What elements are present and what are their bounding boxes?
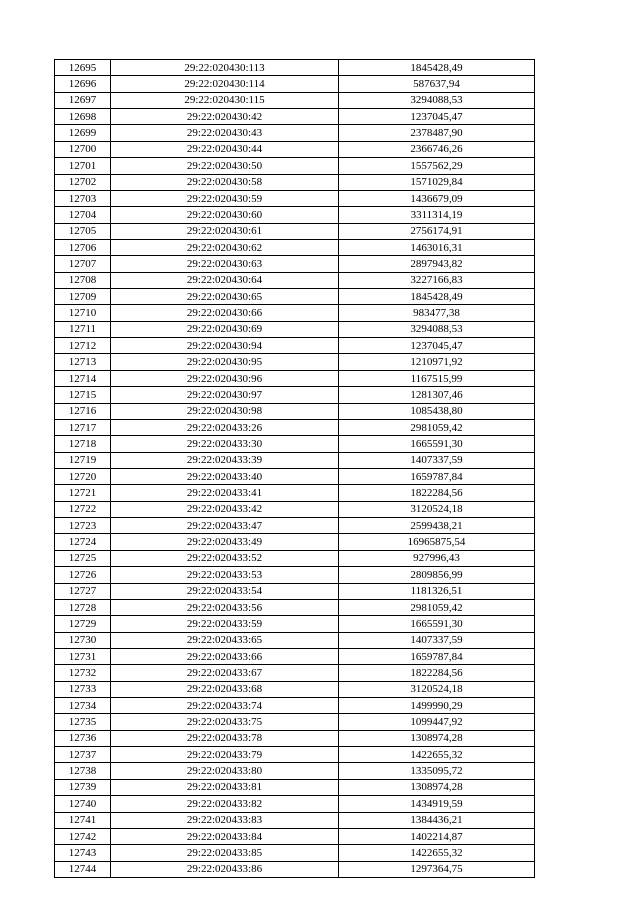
cadastral-value-cell: 1571029,84 (339, 174, 535, 190)
row-number-cell: 12717 (55, 419, 111, 435)
cadastral-number-cell: 29:22:020433:78 (111, 730, 339, 746)
row-number-cell: 12704 (55, 207, 111, 223)
cadastral-number-cell: 29:22:020430:43 (111, 125, 339, 141)
cadastral-value-cell: 1167515,99 (339, 370, 535, 386)
cadastral-number-cell: 29:22:020430:59 (111, 190, 339, 206)
table-row (55, 60, 535, 76)
table-row (55, 714, 535, 730)
row-number-cell: 12731 (55, 648, 111, 664)
row-number-cell: 12709 (55, 289, 111, 305)
row-number-cell: 12735 (55, 714, 111, 730)
row-number-cell: 12701 (55, 158, 111, 174)
row-number-cell: 12739 (55, 779, 111, 795)
cadastral-value-cell: 1659787,84 (339, 648, 535, 664)
row-number-cell: 12721 (55, 485, 111, 501)
cadastral-number-cell: 29:22:020433:85 (111, 845, 339, 861)
cadastral-value-cell: 927996,43 (339, 550, 535, 566)
cadastral-number-cell: 29:22:020430:66 (111, 305, 339, 321)
row-number-cell: 12705 (55, 223, 111, 239)
table-row (55, 468, 535, 484)
row-number-cell: 12706 (55, 239, 111, 255)
cadastral-number-cell: 29:22:020430:44 (111, 141, 339, 157)
cadastral-number-cell: 29:22:020433:68 (111, 681, 339, 697)
table-row (55, 501, 535, 517)
cadastral-value-cell: 1297364,75 (339, 861, 535, 877)
cadastral-number-cell: 29:22:020433:39 (111, 452, 339, 468)
cadastral-value-cell: 1085438,80 (339, 403, 535, 419)
table-row (55, 158, 535, 174)
table-row (55, 223, 535, 239)
table-row (55, 403, 535, 419)
cadastral-number-cell: 29:22:020433:59 (111, 616, 339, 632)
table-body (55, 60, 535, 878)
row-number-cell: 12700 (55, 141, 111, 157)
cadastral-value-cell: 3120524,18 (339, 501, 535, 517)
cadastral-number-cell: 29:22:020433:81 (111, 779, 339, 795)
table-row (55, 583, 535, 599)
cadastral-number-cell: 29:22:020430:61 (111, 223, 339, 239)
cadastral-number-cell: 29:22:020430:65 (111, 289, 339, 305)
cadastral-value-cell: 1557562,29 (339, 158, 535, 174)
cadastral-number-cell: 29:22:020433:82 (111, 796, 339, 812)
cadastral-value-cell: 1665591,30 (339, 616, 535, 632)
cadastral-value-cell: 1335095,72 (339, 763, 535, 779)
row-number-cell: 12738 (55, 763, 111, 779)
cadastral-value-cell: 16965875,54 (339, 534, 535, 550)
cadastral-number-cell: 29:22:020433:86 (111, 861, 339, 877)
cadastral-number-cell: 29:22:020433:75 (111, 714, 339, 730)
table-row (55, 321, 535, 337)
table-row (55, 534, 535, 550)
cadastral-number-cell: 29:22:020430:113 (111, 60, 339, 76)
table-row (55, 518, 535, 534)
table-row (55, 452, 535, 468)
cadastral-number-cell: 29:22:020433:26 (111, 419, 339, 435)
cadastral-number-cell: 29:22:020430:95 (111, 354, 339, 370)
table-row (55, 779, 535, 795)
cadastral-number-cell: 29:22:020430:58 (111, 174, 339, 190)
cadastral-value-cell: 1845428,49 (339, 60, 535, 76)
table-row (55, 338, 535, 354)
cadastral-value-cell: 1422655,32 (339, 747, 535, 763)
cadastral-number-cell: 29:22:020433:66 (111, 648, 339, 664)
row-number-cell: 12703 (55, 190, 111, 206)
cadastral-value-cell: 1402214,87 (339, 828, 535, 844)
table-row (55, 207, 535, 223)
row-number-cell: 12707 (55, 256, 111, 272)
table-row (55, 354, 535, 370)
cadastral-number-cell: 29:22:020433:41 (111, 485, 339, 501)
row-number-cell: 12743 (55, 845, 111, 861)
cadastral-value-cell: 3294088,53 (339, 321, 535, 337)
cadastral-number-cell: 29:22:020433:40 (111, 468, 339, 484)
cadastral-value-cell: 1659787,84 (339, 468, 535, 484)
cadastral-number-cell: 29:22:020433:67 (111, 665, 339, 681)
table-row (55, 109, 535, 125)
row-number-cell: 12737 (55, 747, 111, 763)
table-row (55, 616, 535, 632)
cadastral-number-cell: 29:22:020433:74 (111, 698, 339, 714)
table-row (55, 485, 535, 501)
row-number-cell: 12718 (55, 436, 111, 452)
cadastral-value-cell: 1822284,56 (339, 485, 535, 501)
cadastral-value-cell: 2366746,26 (339, 141, 535, 157)
cadastral-value-cell: 983477,38 (339, 305, 535, 321)
row-number-cell: 12744 (55, 861, 111, 877)
cadastral-number-cell: 29:22:020430:98 (111, 403, 339, 419)
cadastral-number-cell: 29:22:020430:60 (111, 207, 339, 223)
cadastral-value-cell: 1845428,49 (339, 289, 535, 305)
cadastral-number-cell: 29:22:020433:54 (111, 583, 339, 599)
table-row (55, 698, 535, 714)
cadastral-value-cell: 2599438,21 (339, 518, 535, 534)
cadastral-number-cell: 29:22:020433:42 (111, 501, 339, 517)
table-row (55, 648, 535, 664)
cadastral-value-cell: 2809856,99 (339, 567, 535, 583)
cadastral-number-cell: 29:22:020430:115 (111, 92, 339, 108)
cadastral-value-cell: 2897943,82 (339, 256, 535, 272)
table-row (55, 125, 535, 141)
table-row (55, 419, 535, 435)
row-number-cell: 12714 (55, 370, 111, 386)
table-row (55, 845, 535, 861)
row-number-cell: 12695 (55, 60, 111, 76)
cadastral-value-cell: 2981059,42 (339, 419, 535, 435)
cadastral-value-cell: 1499990,29 (339, 698, 535, 714)
table-row (55, 665, 535, 681)
table-row (55, 256, 535, 272)
row-number-cell: 12715 (55, 387, 111, 403)
cadastral-value-table (54, 59, 535, 878)
cadastral-number-cell: 29:22:020433:52 (111, 550, 339, 566)
cadastral-value-cell: 1237045,47 (339, 109, 535, 125)
table-row (55, 174, 535, 190)
table-row (55, 272, 535, 288)
cadastral-value-cell: 1281307,46 (339, 387, 535, 403)
cadastral-number-cell: 29:22:020430:42 (111, 109, 339, 125)
cadastral-number-cell: 29:22:020430:63 (111, 256, 339, 272)
cadastral-number-cell: 29:22:020433:79 (111, 747, 339, 763)
cadastral-value-cell: 1237045,47 (339, 338, 535, 354)
table-row (55, 370, 535, 386)
cadastral-number-cell: 29:22:020430:97 (111, 387, 339, 403)
cadastral-number-cell: 29:22:020433:53 (111, 567, 339, 583)
row-number-cell: 12726 (55, 567, 111, 583)
table-row (55, 436, 535, 452)
cadastral-value-cell: 1181326,51 (339, 583, 535, 599)
row-number-cell: 12741 (55, 812, 111, 828)
row-number-cell: 12722 (55, 501, 111, 517)
cadastral-number-cell: 29:22:020433:65 (111, 632, 339, 648)
cadastral-value-cell: 3311314,19 (339, 207, 535, 223)
cadastral-value-cell: 1822284,56 (339, 665, 535, 681)
cadastral-value-cell: 1210971,92 (339, 354, 535, 370)
cadastral-value-cell: 1308974,28 (339, 779, 535, 795)
table-row (55, 289, 535, 305)
row-number-cell: 12732 (55, 665, 111, 681)
row-number-cell: 12710 (55, 305, 111, 321)
table-row (55, 76, 535, 92)
table-row (55, 632, 535, 648)
cadastral-value-cell: 1407337,59 (339, 632, 535, 648)
cadastral-value-cell: 1665591,30 (339, 436, 535, 452)
cadastral-value-cell: 587637,94 (339, 76, 535, 92)
cadastral-number-cell: 29:22:020430:62 (111, 239, 339, 255)
cadastral-value-cell: 1384436,21 (339, 812, 535, 828)
table-row (55, 567, 535, 583)
cadastral-value-cell: 3120524,18 (339, 681, 535, 697)
table-row (55, 861, 535, 877)
cadastral-value-cell: 2378487,90 (339, 125, 535, 141)
row-number-cell: 12711 (55, 321, 111, 337)
cadastral-number-cell: 29:22:020430:50 (111, 158, 339, 174)
table-row (55, 141, 535, 157)
row-number-cell: 12698 (55, 109, 111, 125)
row-number-cell: 12699 (55, 125, 111, 141)
row-number-cell: 12712 (55, 338, 111, 354)
table-row (55, 550, 535, 566)
cadastral-value-cell: 3227166,83 (339, 272, 535, 288)
table-row (55, 681, 535, 697)
cadastral-value-cell: 2981059,42 (339, 599, 535, 615)
table-row (55, 190, 535, 206)
row-number-cell: 12696 (55, 76, 111, 92)
cadastral-value-cell: 2756174,91 (339, 223, 535, 239)
table-row (55, 239, 535, 255)
cadastral-value-cell: 1463016,31 (339, 239, 535, 255)
row-number-cell: 12708 (55, 272, 111, 288)
table-row (55, 599, 535, 615)
cadastral-value-cell: 1422655,32 (339, 845, 535, 861)
row-number-cell: 12716 (55, 403, 111, 419)
row-number-cell: 12724 (55, 534, 111, 550)
row-number-cell: 12723 (55, 518, 111, 534)
cadastral-value-cell: 1434919,59 (339, 796, 535, 812)
cadastral-number-cell: 29:22:020433:83 (111, 812, 339, 828)
row-number-cell: 12719 (55, 452, 111, 468)
table-row (55, 92, 535, 108)
row-number-cell: 12728 (55, 599, 111, 615)
row-number-cell: 12742 (55, 828, 111, 844)
row-number-cell: 12729 (55, 616, 111, 632)
row-number-cell: 12727 (55, 583, 111, 599)
row-number-cell: 12734 (55, 698, 111, 714)
cadastral-number-cell: 29:22:020433:84 (111, 828, 339, 844)
cadastral-value-cell: 3294088,53 (339, 92, 535, 108)
table-row (55, 387, 535, 403)
table-row (55, 812, 535, 828)
cadastral-value-cell: 1308974,28 (339, 730, 535, 746)
table-row (55, 796, 535, 812)
cadastral-number-cell: 29:22:020430:114 (111, 76, 339, 92)
table-row (55, 730, 535, 746)
row-number-cell: 12702 (55, 174, 111, 190)
cadastral-number-cell: 29:22:020430:69 (111, 321, 339, 337)
row-number-cell: 12725 (55, 550, 111, 566)
cadastral-number-cell: 29:22:020433:80 (111, 763, 339, 779)
table-row (55, 747, 535, 763)
cadastral-number-cell: 29:22:020433:30 (111, 436, 339, 452)
row-number-cell: 12736 (55, 730, 111, 746)
cadastral-number-cell: 29:22:020433:49 (111, 534, 339, 550)
row-number-cell: 12733 (55, 681, 111, 697)
row-number-cell: 12720 (55, 468, 111, 484)
row-number-cell: 12713 (55, 354, 111, 370)
table-row (55, 828, 535, 844)
row-number-cell: 12697 (55, 92, 111, 108)
cadastral-number-cell: 29:22:020433:56 (111, 599, 339, 615)
cadastral-number-cell: 29:22:020433:47 (111, 518, 339, 534)
cadastral-value-cell: 1436679,09 (339, 190, 535, 206)
row-number-cell: 12740 (55, 796, 111, 812)
cadastral-number-cell: 29:22:020430:64 (111, 272, 339, 288)
cadastral-number-cell: 29:22:020430:94 (111, 338, 339, 354)
table-row (55, 763, 535, 779)
cadastral-value-cell: 1407337,59 (339, 452, 535, 468)
table-row (55, 305, 535, 321)
cadastral-value-cell: 1099447,92 (339, 714, 535, 730)
row-number-cell: 12730 (55, 632, 111, 648)
cadastral-number-cell: 29:22:020430:96 (111, 370, 339, 386)
